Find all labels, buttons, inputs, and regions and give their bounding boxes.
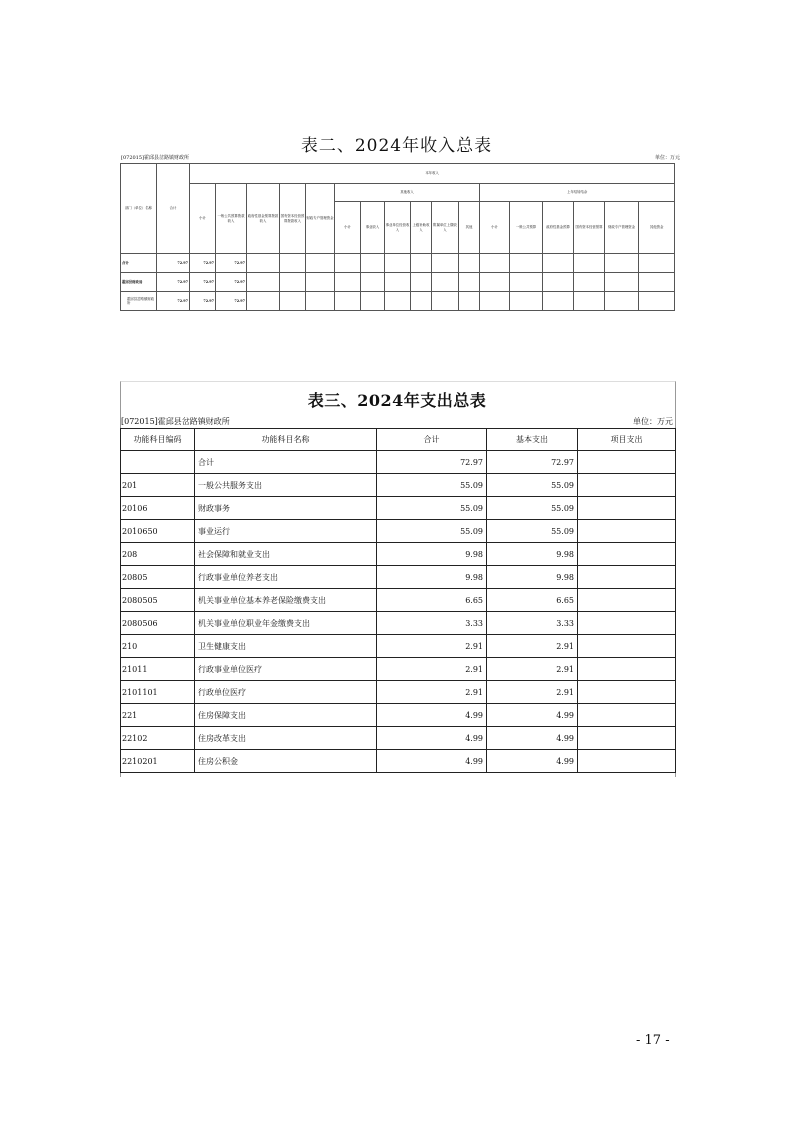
t2-header-ly-gov-fund: 政府性基金预算 [543, 202, 574, 254]
t2-header-other: 其他 [459, 202, 480, 254]
t2-header-ly-general: 一般公共预算 [510, 202, 543, 254]
row-total: 2.91 [377, 635, 487, 658]
row-name: 霍邱县岔路镇财政所 [121, 292, 157, 311]
t2-header-gov-fund: 政府性基金预算拨款收入 [247, 184, 280, 254]
t3-header-code: 功能科目编码 [121, 429, 195, 451]
table-row [121, 635, 676, 658]
row-general: 72.97 [216, 254, 247, 273]
row-code: 20805 [121, 566, 195, 589]
t2-header-subordinate-income: 上级补助收入 [411, 202, 432, 254]
table-row [121, 543, 676, 566]
table2-title: 表二、2024年收入总表 [300, 136, 493, 156]
row-subtotal: 72.97 [190, 292, 216, 311]
table-row [121, 451, 676, 474]
row-total: 55.09 [377, 497, 487, 520]
t3-header-total: 合计 [377, 429, 487, 451]
row-code: 2080505 [121, 589, 195, 612]
row-name: 合计 [195, 451, 377, 474]
row-basic: 3.33 [487, 612, 578, 635]
row-project [578, 681, 676, 704]
row-code [121, 451, 195, 474]
row-project [578, 612, 676, 635]
row-code: 221 [121, 704, 195, 727]
row-name: 一般公共服务支出 [195, 474, 377, 497]
row-code: 2210201 [121, 750, 195, 773]
table-row [121, 273, 675, 292]
t2-header-other-income: 其他收入 [335, 184, 480, 202]
row-total: 9.98 [377, 566, 487, 589]
row-project [578, 658, 676, 681]
row-basic: 55.09 [487, 497, 578, 520]
row-basic: 2.91 [487, 681, 578, 704]
row-basic: 55.09 [487, 474, 578, 497]
row-name: 机关事业单位职业年金缴费支出 [195, 612, 377, 635]
table-row [121, 658, 676, 681]
row-basic: 2.91 [487, 635, 578, 658]
t2-header-ly-other: 其他资金 [639, 202, 675, 254]
row-basic: 9.98 [487, 543, 578, 566]
t2-header-subtotal: 小计 [190, 184, 216, 254]
table3-unit-name: [072015]霍邱县岔路镇财政所 [121, 417, 230, 426]
t3-header-project: 项目支出 [578, 429, 676, 451]
row-basic: 4.99 [487, 727, 578, 750]
row-total: 4.99 [377, 704, 487, 727]
table-row [121, 520, 676, 543]
t2-header-general-budget: 一般公共预算拨款收入 [216, 184, 247, 254]
row-name: 住房保障支出 [195, 704, 377, 727]
row-total: 9.98 [377, 543, 487, 566]
table-row [121, 566, 676, 589]
row-project [578, 497, 676, 520]
row-code: 2010650 [121, 520, 195, 543]
row-project [578, 451, 676, 474]
row-total: 72.97 [157, 273, 190, 292]
row-basic: 4.99 [487, 704, 578, 727]
row-total: 2.91 [377, 658, 487, 681]
table-row [121, 681, 676, 704]
table-row [121, 497, 676, 520]
row-total: 3.33 [377, 612, 487, 635]
table-header-row [121, 429, 676, 451]
row-project [578, 704, 676, 727]
row-basic: 9.98 [487, 566, 578, 589]
t2-header-ly-state-capital: 国有资本经营预算 [574, 202, 605, 254]
row-project [578, 750, 676, 773]
table-row [121, 292, 675, 311]
expenditure-summary-table [120, 428, 676, 773]
row-total: 55.09 [377, 520, 487, 543]
row-total: 6.65 [377, 589, 487, 612]
t3-header-name: 功能科目名称 [195, 429, 377, 451]
t2-header-dept: 部门（单位）名称 [121, 164, 157, 254]
row-name: 行政事业单位医疗 [195, 658, 377, 681]
table-row [121, 474, 676, 497]
table-row [121, 589, 676, 612]
row-total: 72.97 [377, 451, 487, 474]
t2-header-total: 合计 [157, 164, 190, 254]
row-code: 21011 [121, 658, 195, 681]
t2-header-ly-fiscal-special: 财政专户管理资金 [605, 202, 639, 254]
row-total: 55.09 [377, 474, 487, 497]
t2-header-fiscal-special: 财政专户管理资金 [306, 184, 335, 254]
row-name: 合计 [121, 254, 157, 273]
t2-header-this-year: 本年收入 [190, 164, 675, 184]
row-basic: 55.09 [487, 520, 578, 543]
row-name: 行政单位医疗 [195, 681, 377, 704]
row-total: 4.99 [377, 727, 487, 750]
row-total: 4.99 [377, 750, 487, 773]
row-general: 72.97 [216, 273, 247, 292]
row-general: 72.97 [216, 292, 247, 311]
row-total: 2.91 [377, 681, 487, 704]
row-total: 72.97 [157, 292, 190, 311]
row-project [578, 474, 676, 497]
t2-header-last-year: 上年结转结余 [480, 184, 675, 202]
page-number: - 17 - [636, 1033, 670, 1048]
row-project [578, 566, 676, 589]
row-name: 财政事务 [195, 497, 377, 520]
row-name: 社会保障和就业支出 [195, 543, 377, 566]
row-code: 2080506 [121, 612, 195, 635]
table-row [121, 254, 675, 273]
row-basic: 6.65 [487, 589, 578, 612]
row-basic: 72.97 [487, 451, 578, 474]
row-project [578, 635, 676, 658]
row-name: 霍邱县财政局 [121, 273, 157, 292]
table3-unit-label: 单位：万元 [633, 417, 673, 426]
table-row [121, 750, 676, 773]
row-name: 机关事业单位基本养老保险缴费支出 [195, 589, 377, 612]
table2-unit-label: 单位：万元 [655, 155, 681, 161]
table2-unit-name: [072015]霍邱县岔路镇财政所 [121, 155, 189, 161]
t2-header-business-income: 事业收入 [361, 202, 385, 254]
t3-header-basic: 基本支出 [487, 429, 578, 451]
row-project [578, 543, 676, 566]
row-code: 20106 [121, 497, 195, 520]
t2-header-operating-income: 事业单位经营收入 [385, 202, 411, 254]
table-row [121, 704, 676, 727]
row-code: 210 [121, 635, 195, 658]
table3-title: 表三、2024年支出总表 [307, 391, 487, 410]
row-subtotal: 72.97 [190, 273, 216, 292]
row-name: 住房公积金 [195, 750, 377, 773]
t2-header-other-subtotal: 小计 [335, 202, 361, 254]
row-code: 201 [121, 474, 195, 497]
row-total: 72.97 [157, 254, 190, 273]
row-basic: 2.91 [487, 658, 578, 681]
row-name: 住房改革支出 [195, 727, 377, 750]
row-project [578, 589, 676, 612]
t2-header-affiliated-income: 附属单位上缴收入 [432, 202, 459, 254]
row-name: 事业运行 [195, 520, 377, 543]
row-basic: 4.99 [487, 750, 578, 773]
row-name: 行政事业单位养老支出 [195, 566, 377, 589]
t2-header-state-capital: 国有资本经营预算拨款收入 [280, 184, 306, 254]
row-project [578, 727, 676, 750]
row-project [578, 520, 676, 543]
table-row [121, 612, 676, 635]
income-summary-table [120, 163, 675, 311]
t2-header-ly-subtotal: 小计 [480, 202, 510, 254]
row-code: 208 [121, 543, 195, 566]
row-code: 2101101 [121, 681, 195, 704]
table-row [121, 727, 676, 750]
row-name: 卫生健康支出 [195, 635, 377, 658]
row-subtotal: 72.97 [190, 254, 216, 273]
row-code: 22102 [121, 727, 195, 750]
